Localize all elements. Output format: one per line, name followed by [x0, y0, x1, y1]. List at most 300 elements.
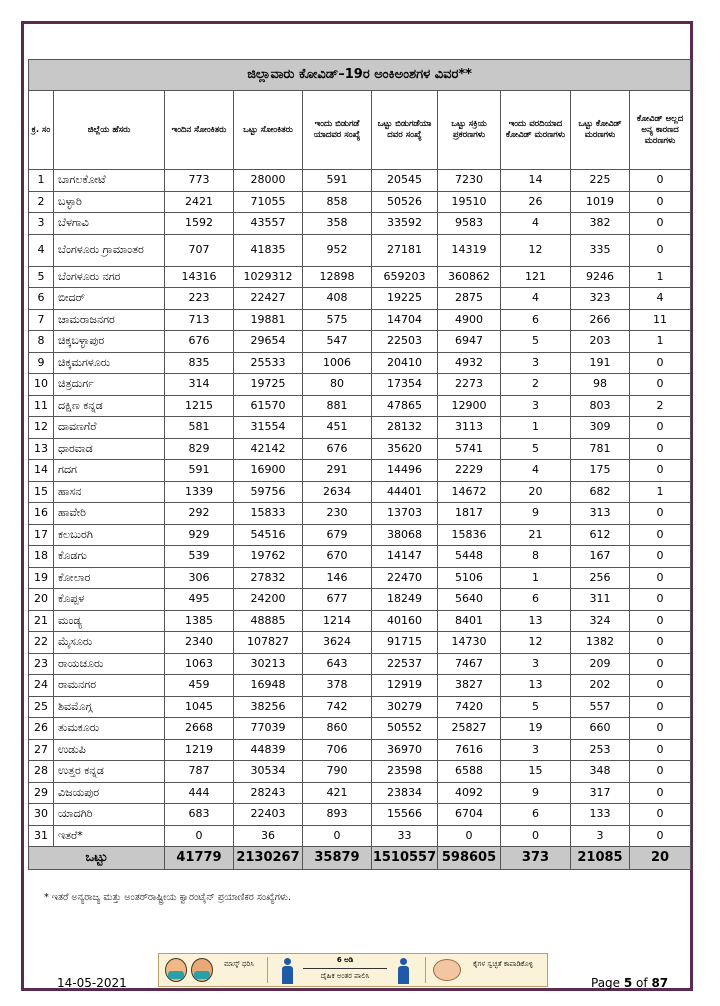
value-cell: 459 — [165, 675, 234, 697]
value-cell: 1063 — [165, 653, 234, 675]
value-cell: 317 — [571, 782, 630, 804]
report-date: 14-05-2021 — [57, 976, 127, 990]
value-cell: 8401 — [438, 610, 501, 632]
serial-cell: 31 — [29, 825, 54, 847]
column-header: ಇಂದು ಬಿಡುಗಡೆ ಯಾದವರ ಸಂಖ್ಯೆ — [303, 91, 372, 170]
value-cell: 707 — [165, 234, 234, 266]
value-cell: 13 — [501, 610, 571, 632]
value-cell: 0 — [630, 170, 691, 192]
table-row — [29, 804, 691, 826]
table-header-row — [29, 91, 691, 170]
value-cell: 14147 — [372, 546, 438, 568]
value-cell: 3 — [501, 352, 571, 374]
value-cell: 98 — [571, 374, 630, 396]
table-row — [29, 191, 691, 213]
district-cell: ಬೀದರ್ — [54, 288, 165, 310]
value-cell: 4 — [501, 460, 571, 482]
value-cell: 15833 — [234, 503, 303, 525]
value-cell: 8 — [501, 546, 571, 568]
value-cell: 291 — [303, 460, 372, 482]
value-cell: 7467 — [438, 653, 501, 675]
table-row — [29, 481, 691, 503]
value-cell: 311 — [571, 589, 630, 611]
table-row — [29, 331, 691, 353]
serial-cell: 30 — [29, 804, 54, 826]
column-header: ಒಟ್ಟು ಕೋವಿಡ್ ಮರಣಗಳು — [571, 91, 630, 170]
value-cell: 0 — [630, 782, 691, 804]
value-cell: 1817 — [438, 503, 501, 525]
column-header: ಒಟ್ಟು ಸಕ್ರಿಯ ಪ್ರಕರಣಗಳು — [438, 91, 501, 170]
serial-cell: 13 — [29, 438, 54, 460]
value-cell: 1219 — [165, 739, 234, 761]
value-cell: 1019 — [571, 191, 630, 213]
district-cell: ಬೆಂಗಳೂರು ಗ್ರಾಮಾಂತರ — [54, 234, 165, 266]
value-cell: 0 — [630, 524, 691, 546]
serial-cell: 20 — [29, 589, 54, 611]
serial-cell: 18 — [29, 546, 54, 568]
table-row — [29, 675, 691, 697]
table-row — [29, 567, 691, 589]
value-cell: 4900 — [438, 309, 501, 331]
total-value: 1510557 — [372, 847, 438, 870]
distance-arrow-icon — [303, 968, 387, 969]
value-cell: 323 — [571, 288, 630, 310]
value-cell: 107827 — [234, 632, 303, 654]
serial-cell: 25 — [29, 696, 54, 718]
value-cell: 0 — [630, 653, 691, 675]
value-cell: 1006 — [303, 352, 372, 374]
hand-hygiene-panel — [429, 954, 545, 986]
masked-face-icon — [165, 958, 187, 982]
value-cell: 36970 — [372, 739, 438, 761]
value-cell: 677 — [303, 589, 372, 611]
table-row — [29, 288, 691, 310]
value-cell: 2421 — [165, 191, 234, 213]
district-cell: ಕಲಬುರಗಿ — [54, 524, 165, 546]
value-cell: 25533 — [234, 352, 303, 374]
value-cell: 42142 — [234, 438, 303, 460]
value-cell: 13703 — [372, 503, 438, 525]
value-cell: 3827 — [438, 675, 501, 697]
value-cell: 858 — [303, 191, 372, 213]
value-cell: 575 — [303, 309, 372, 331]
value-cell: 61570 — [234, 395, 303, 417]
value-cell: 77039 — [234, 718, 303, 740]
value-cell: 19510 — [438, 191, 501, 213]
value-cell: 591 — [303, 170, 372, 192]
table-body — [29, 170, 691, 870]
table-row — [29, 460, 691, 482]
value-cell: 706 — [303, 739, 372, 761]
value-cell: 43557 — [234, 213, 303, 235]
value-cell: 4932 — [438, 352, 501, 374]
value-cell: 643 — [303, 653, 372, 675]
wear-mask-panel — [163, 954, 263, 986]
value-cell: 547 — [303, 331, 372, 353]
value-cell: 1339 — [165, 481, 234, 503]
value-cell: 7616 — [438, 739, 501, 761]
value-cell: 23834 — [372, 782, 438, 804]
value-cell: 133 — [571, 804, 630, 826]
district-cell: ಮೈಸೂರು — [54, 632, 165, 654]
value-cell: 27832 — [234, 567, 303, 589]
value-cell: 15836 — [438, 524, 501, 546]
value-cell: 38068 — [372, 524, 438, 546]
value-cell: 29654 — [234, 331, 303, 353]
value-cell: 803 — [571, 395, 630, 417]
value-cell: 2 — [501, 374, 571, 396]
value-cell: 929 — [165, 524, 234, 546]
value-cell: 952 — [303, 234, 372, 266]
value-cell: 266 — [571, 309, 630, 331]
value-cell: 0 — [438, 825, 501, 847]
value-cell: 202 — [571, 675, 630, 697]
column-header: ಇಂದು ವರದಿಯಾದ ಕೋವಿಡ್ ಮರಣಗಳು — [501, 91, 571, 170]
value-cell: 2229 — [438, 460, 501, 482]
value-cell: 15566 — [372, 804, 438, 826]
value-cell: 47865 — [372, 395, 438, 417]
serial-cell: 26 — [29, 718, 54, 740]
value-cell: 71055 — [234, 191, 303, 213]
value-cell: 24200 — [234, 589, 303, 611]
value-cell: 881 — [303, 395, 372, 417]
covid-district-table — [28, 59, 691, 870]
table-row — [29, 739, 691, 761]
value-cell: 22537 — [372, 653, 438, 675]
value-cell: 16948 — [234, 675, 303, 697]
value-cell: 5741 — [438, 438, 501, 460]
distance-value: 6 ಅಡಿ — [336, 956, 354, 964]
value-cell: 713 — [165, 309, 234, 331]
value-cell: 4 — [501, 288, 571, 310]
table-row — [29, 352, 691, 374]
value-cell: 335 — [571, 234, 630, 266]
value-cell: 7420 — [438, 696, 501, 718]
value-cell: 1045 — [165, 696, 234, 718]
value-cell: 1 — [630, 266, 691, 288]
value-cell: 3 — [501, 395, 571, 417]
column-header: ಕೋವಿಡ್ ಅಲ್ಲದ ಅನ್ಯ ಕಾರಣದ ಮರಣಗಳು — [630, 91, 691, 170]
district-cell: ಕೋಲಾರ — [54, 567, 165, 589]
value-cell: 0 — [630, 718, 691, 740]
page-prefix: Page — [591, 976, 624, 990]
value-cell: 3 — [501, 739, 571, 761]
value-cell: 167 — [571, 546, 630, 568]
value-cell: 790 — [303, 761, 372, 783]
page-number — [591, 976, 668, 990]
value-cell: 2340 — [165, 632, 234, 654]
value-cell: 9583 — [438, 213, 501, 235]
serial-cell: 15 — [29, 481, 54, 503]
serial-cell: 5 — [29, 266, 54, 288]
value-cell: 829 — [165, 438, 234, 460]
distance-panel — [271, 954, 421, 986]
value-cell: 25827 — [438, 718, 501, 740]
value-cell: 742 — [303, 696, 372, 718]
serial-cell: 23 — [29, 653, 54, 675]
value-cell: 0 — [630, 460, 691, 482]
page-total: 87 — [651, 976, 669, 990]
value-cell: 22403 — [234, 804, 303, 826]
divider — [425, 957, 426, 983]
table-row — [29, 170, 691, 192]
value-cell: 31554 — [234, 417, 303, 439]
value-cell: 679 — [303, 524, 372, 546]
value-cell: 2668 — [165, 718, 234, 740]
district-cell: ಬೆಳಗಾವಿ — [54, 213, 165, 235]
mask-text: ಮಾಸ್ಕ್ ಧರಿಸಿ — [224, 960, 254, 968]
value-cell: 20545 — [372, 170, 438, 192]
serial-cell: 3 — [29, 213, 54, 235]
value-cell: 444 — [165, 782, 234, 804]
value-cell: 6 — [501, 309, 571, 331]
district-cell: ಬಳ್ಳಾರಿ — [54, 191, 165, 213]
value-cell: 6 — [501, 804, 571, 826]
value-cell: 1592 — [165, 213, 234, 235]
value-cell: 0 — [630, 804, 691, 826]
table-row — [29, 589, 691, 611]
value-cell: 14316 — [165, 266, 234, 288]
district-cell: ಬೆಂಗಳೂರು ನಗರ — [54, 266, 165, 288]
value-cell: 660 — [571, 718, 630, 740]
district-cell: ಯಾದಗಿರಿ — [54, 804, 165, 826]
value-cell: 557 — [571, 696, 630, 718]
table-row — [29, 718, 691, 740]
value-cell: 3113 — [438, 417, 501, 439]
value-cell: 1 — [630, 331, 691, 353]
value-cell: 41835 — [234, 234, 303, 266]
value-cell: 0 — [630, 546, 691, 568]
value-cell: 581 — [165, 417, 234, 439]
value-cell: 26 — [501, 191, 571, 213]
divider — [267, 957, 268, 983]
value-cell: 9 — [501, 782, 571, 804]
table-row — [29, 825, 691, 847]
value-cell: 292 — [165, 503, 234, 525]
value-cell: 22427 — [234, 288, 303, 310]
value-cell: 0 — [630, 352, 691, 374]
value-cell: 0 — [630, 825, 691, 847]
value-cell: 33592 — [372, 213, 438, 235]
value-cell: 253 — [571, 739, 630, 761]
serial-cell: 8 — [29, 331, 54, 353]
value-cell: 146 — [303, 567, 372, 589]
value-cell: 0 — [630, 438, 691, 460]
serial-cell: 7 — [29, 309, 54, 331]
table-row — [29, 653, 691, 675]
serial-cell: 24 — [29, 675, 54, 697]
value-cell: 35620 — [372, 438, 438, 460]
district-cell: ವಿಜಯಪುರ — [54, 782, 165, 804]
value-cell: 3 — [571, 825, 630, 847]
value-cell: 1214 — [303, 610, 372, 632]
table-row — [29, 696, 691, 718]
table-row — [29, 374, 691, 396]
district-cell: ಚಿಕ್ಕಬಳ್ಳಾಪುರ — [54, 331, 165, 353]
value-cell: 0 — [630, 191, 691, 213]
hands-text: ಕೈಗಳ ಸ್ವಚ್ಛತೆ ಕಾಪಾಡಿಕೊಳ್ಳಿ — [472, 960, 534, 968]
value-cell: 15 — [501, 761, 571, 783]
serial-cell: 28 — [29, 761, 54, 783]
value-cell: 14704 — [372, 309, 438, 331]
value-cell: 23598 — [372, 761, 438, 783]
value-cell: 256 — [571, 567, 630, 589]
value-cell: 19 — [501, 718, 571, 740]
value-cell: 2273 — [438, 374, 501, 396]
value-cell: 683 — [165, 804, 234, 826]
value-cell: 91715 — [372, 632, 438, 654]
value-cell: 0 — [630, 567, 691, 589]
value-cell: 175 — [571, 460, 630, 482]
district-cell: ಮಂಡ್ಯ — [54, 610, 165, 632]
value-cell: 0 — [630, 234, 691, 266]
value-cell: 12919 — [372, 675, 438, 697]
value-cell: 2 — [630, 395, 691, 417]
value-cell: 860 — [303, 718, 372, 740]
district-cell: ಉಡುಪಿ — [54, 739, 165, 761]
page-current: 5 — [623, 976, 633, 990]
value-cell: 676 — [165, 331, 234, 353]
value-cell: 591 — [165, 460, 234, 482]
serial-cell: 10 — [29, 374, 54, 396]
page-separator: of — [632, 976, 652, 990]
value-cell: 4 — [630, 288, 691, 310]
value-cell: 3624 — [303, 632, 372, 654]
total-value: 598605 — [438, 847, 501, 870]
value-cell: 2634 — [303, 481, 372, 503]
table-row — [29, 438, 691, 460]
value-cell: 0 — [630, 761, 691, 783]
value-cell: 50526 — [372, 191, 438, 213]
column-header: ಜಿಲ್ಲೆಯ ಹೆಸರು — [54, 91, 165, 170]
column-header: ಒಟ್ಟು ಬಿಡುಗಡೆಯಾ ದವರ ಸಂಖ್ಯೆ — [372, 91, 438, 170]
district-cell: ಇತರೆ* — [54, 825, 165, 847]
district-cell: ಉತ್ತರ ಕನ್ನಡ — [54, 761, 165, 783]
value-cell: 17354 — [372, 374, 438, 396]
value-cell: 0 — [630, 696, 691, 718]
value-cell: 6947 — [438, 331, 501, 353]
value-cell: 6704 — [438, 804, 501, 826]
total-label: ಒಟ್ಟು — [29, 847, 165, 870]
value-cell: 314 — [165, 374, 234, 396]
serial-cell: 12 — [29, 417, 54, 439]
value-cell: 5640 — [438, 589, 501, 611]
district-cell: ಹಾವೇರಿ — [54, 503, 165, 525]
value-cell: 495 — [165, 589, 234, 611]
serial-cell: 17 — [29, 524, 54, 546]
value-cell: 0 — [630, 632, 691, 654]
value-cell: 121 — [501, 266, 571, 288]
masked-face-icon — [191, 958, 213, 982]
value-cell: 44839 — [234, 739, 303, 761]
table-row — [29, 632, 691, 654]
value-cell: 21 — [501, 524, 571, 546]
value-cell: 6 — [501, 589, 571, 611]
value-cell: 5106 — [438, 567, 501, 589]
value-cell: 0 — [303, 825, 372, 847]
district-cell: ಚಿತ್ರದುರ್ಗ — [54, 374, 165, 396]
value-cell: 20 — [501, 481, 571, 503]
total-value: 373 — [501, 847, 571, 870]
value-cell: 676 — [303, 438, 372, 460]
value-cell: 230 — [303, 503, 372, 525]
value-cell: 4 — [501, 213, 571, 235]
value-cell: 5 — [501, 438, 571, 460]
district-cell: ಗದಗ — [54, 460, 165, 482]
value-cell: 30534 — [234, 761, 303, 783]
district-cell: ತುಮಕೂರು — [54, 718, 165, 740]
serial-cell: 29 — [29, 782, 54, 804]
table-title: ಜಿಲ್ಲಾವಾರು ಕೋವಿಡ್–19ರ ಅಂಕಿಅಂಶಗಳ ವಿವರ** — [29, 60, 691, 91]
total-value: 2130267 — [234, 847, 303, 870]
table-row — [29, 503, 691, 525]
column-header: ಇಂದಿನ ಸೋಂಕಿತರು — [165, 91, 234, 170]
value-cell: 54516 — [234, 524, 303, 546]
table-row — [29, 524, 691, 546]
value-cell: 225 — [571, 170, 630, 192]
safety-banner — [158, 953, 548, 987]
value-cell: 408 — [303, 288, 372, 310]
total-row — [29, 847, 691, 870]
value-cell: 19725 — [234, 374, 303, 396]
value-cell: 28132 — [372, 417, 438, 439]
total-value: 20 — [630, 847, 691, 870]
column-header: ಒಟ್ಟು ಸೋಂಕಿತರು — [234, 91, 303, 170]
value-cell: 14730 — [438, 632, 501, 654]
footnote: * ಇತರೆ ಅನ್ಯರಾಜ್ಯ ಮತ್ತು ಅಂತರ್‌ರಾಷ್ಟ್ರೀಯ ಕ್ವಾರಂಟೈನ್ ಪ್ರಯಾಣಿಕರ ಸಂಖ್ಯೆಗಳು. — [44, 892, 292, 903]
value-cell: 0 — [630, 739, 691, 761]
serial-cell: 22 — [29, 632, 54, 654]
value-cell: 348 — [571, 761, 630, 783]
value-cell: 5 — [501, 331, 571, 353]
value-cell: 48885 — [234, 610, 303, 632]
value-cell: 28000 — [234, 170, 303, 192]
serial-cell: 4 — [29, 234, 54, 266]
value-cell: 313 — [571, 503, 630, 525]
district-cell: ಚಿಕ್ಕಮಗಳೂರು — [54, 352, 165, 374]
value-cell: 9 — [501, 503, 571, 525]
person-icon — [397, 958, 409, 984]
value-cell: 14496 — [372, 460, 438, 482]
value-cell: 2875 — [438, 288, 501, 310]
value-cell: 1 — [630, 481, 691, 503]
table-row — [29, 761, 691, 783]
value-cell: 19762 — [234, 546, 303, 568]
serial-cell: 9 — [29, 352, 54, 374]
distance-text: ದೈಹಿಕ ಅಂತರ ಪಾಲಿಸಿ — [320, 972, 370, 980]
serial-cell: 27 — [29, 739, 54, 761]
value-cell: 27181 — [372, 234, 438, 266]
value-cell: 612 — [571, 524, 630, 546]
serial-cell: 6 — [29, 288, 54, 310]
table-row — [29, 213, 691, 235]
value-cell: 1215 — [165, 395, 234, 417]
value-cell: 191 — [571, 352, 630, 374]
value-cell: 203 — [571, 331, 630, 353]
district-cell: ರಾಯಚೂರು — [54, 653, 165, 675]
serial-cell: 14 — [29, 460, 54, 482]
total-value: 41779 — [165, 847, 234, 870]
value-cell: 773 — [165, 170, 234, 192]
table-row — [29, 234, 691, 266]
serial-cell: 16 — [29, 503, 54, 525]
serial-cell: 1 — [29, 170, 54, 192]
value-cell: 223 — [165, 288, 234, 310]
district-cell: ಹಾಸನ — [54, 481, 165, 503]
value-cell: 1 — [501, 567, 571, 589]
value-cell: 19225 — [372, 288, 438, 310]
value-cell: 539 — [165, 546, 234, 568]
